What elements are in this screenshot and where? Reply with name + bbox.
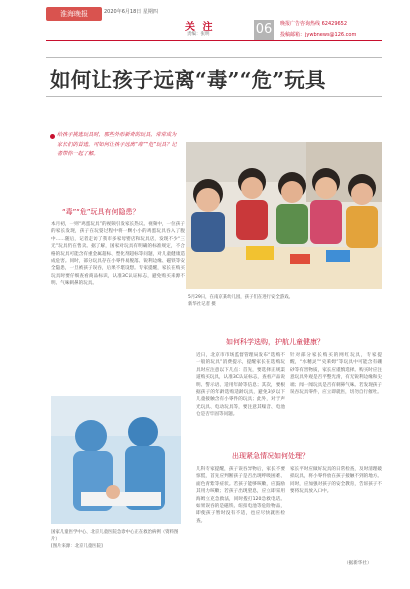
newspaper-logo: 淮海晚报	[46, 7, 102, 21]
section1-title: “毒”“危”玩具有何隐患？	[62, 208, 140, 216]
photo-doctors	[51, 396, 181, 524]
section2-body-right: 针对部分家长购买的网红玩具，专家提醒，“水精灵”“史莱姆”等玩具中可能含有硼砂等有害物质，家长应谨慎选择。购买时应注意玩具外观是否平整光滑，有无锐利边缘和尖端；闻一闻玩具是否有刺鼻气味。若发现孩子误吞玩具零件，应立即就医，切勿自行催吐。	[290, 353, 382, 396]
photo-right-caption: 5月29日，在南京某幼儿园，孩子们在进行安全游戏。 新华社记者 摄	[188, 295, 293, 307]
photo-left-caption: 国家儿童医学中心、北京儿童医院急诊中心正在救治病例（资料图片） [图片来源：北京儿童医院]	[51, 530, 179, 549]
ad-hotline: 晚报广告咨询热线 62429652	[280, 21, 348, 27]
page-number: 06	[254, 20, 274, 40]
section3-body-left: 儿科专家提醒，孩子误吞异物后，家长不要惊慌，首先应判断孩子是否出现呼吸困难、面色青紫等症状。若孩子能够咳嗽，应鼓励其用力咳嗽；若孩子出现窒息，应立即采用海姆立克急救法，同时拨打120急救电话。如果误吞的是磁铁、纽扣电池等危险物品，即使孩子暂时没有不适，也应尽快就医检查。	[196, 467, 285, 524]
lead-bullet-icon	[50, 134, 55, 139]
issue-date: 2020年6月18日 星期四	[104, 9, 158, 15]
header-divider	[46, 40, 382, 41]
submission-email: 投稿邮箱：jywbnews@126.com	[280, 32, 357, 38]
section3-body-right: 家长平时应做好玩具的日常检查，及时清理破损玩具，将小零件放在孩子接触不到的地方。同时，应加强对孩子的安全教育，告诉孩子不要将玩具放入口中。	[290, 467, 382, 495]
photo-children-playing	[186, 142, 382, 289]
article-source: （据新华社）	[344, 561, 372, 566]
column-editor: 责编：张明	[187, 32, 210, 37]
section1-body: 本月初，一则“鸡蛋玩具”的视频引发家长热议。视频中，一位孩子的家长发现，孩子在玩耍过程中将一颗小小的鸡蛋玩具吞入了腹中……随后，记者走访了我市多家母婴店和玩具店，发现不少“三无”玩具仍在售卖。据了解，国家对玩具有明确的标准规定，不合格的玩具可能含有重金属超标、塑化剂超标等问题，对儿童健康造成危害。同时，部分玩具存在小零件易脱落、锐利边缘、磁铁等安全隐患，一旦被孩子误吞，后果不堪设想。专家提醒，家长在购买玩具时要仔细查看商品标识，认准3C认证标志，避免购买来源不明、气味刺鼻的玩具。	[51, 222, 185, 287]
section3-title: 出现紧急情况如何处理？	[232, 452, 309, 460]
article-lead: 给孩子挑选玩具时，那些外形新奇的玩具，常常成为家长们的首选。可如何让孩子远离“毒”“危”玩具？记者带你一起了解。	[57, 132, 177, 157]
doctors-photo-illustration	[51, 396, 181, 524]
section2-body-left: 近日，北京市市场监督管理局发布“选购不一般的玩具”消费提示，提醒家长在选购玩具时应注意以下几点：首先，要选择正规渠道购买玩具，认准3C认证标志，查看产品说明、警示语、适用年龄等信息；其次，要根据孩子的年龄选购适龄玩具，避免3岁以下儿童接触含有小零件的玩具；此外，对于声光玩具、电动玩具等，要注意其噪音、电池仓是否牢固等问题。	[196, 353, 285, 418]
section2-title: 如何科学选购，护航儿童健康？	[226, 338, 324, 346]
children-photo-illustration	[186, 142, 382, 289]
column-name: 关 注	[185, 22, 215, 33]
article-headline: 如何让孩子远离“毒”“危”玩具	[50, 68, 326, 92]
